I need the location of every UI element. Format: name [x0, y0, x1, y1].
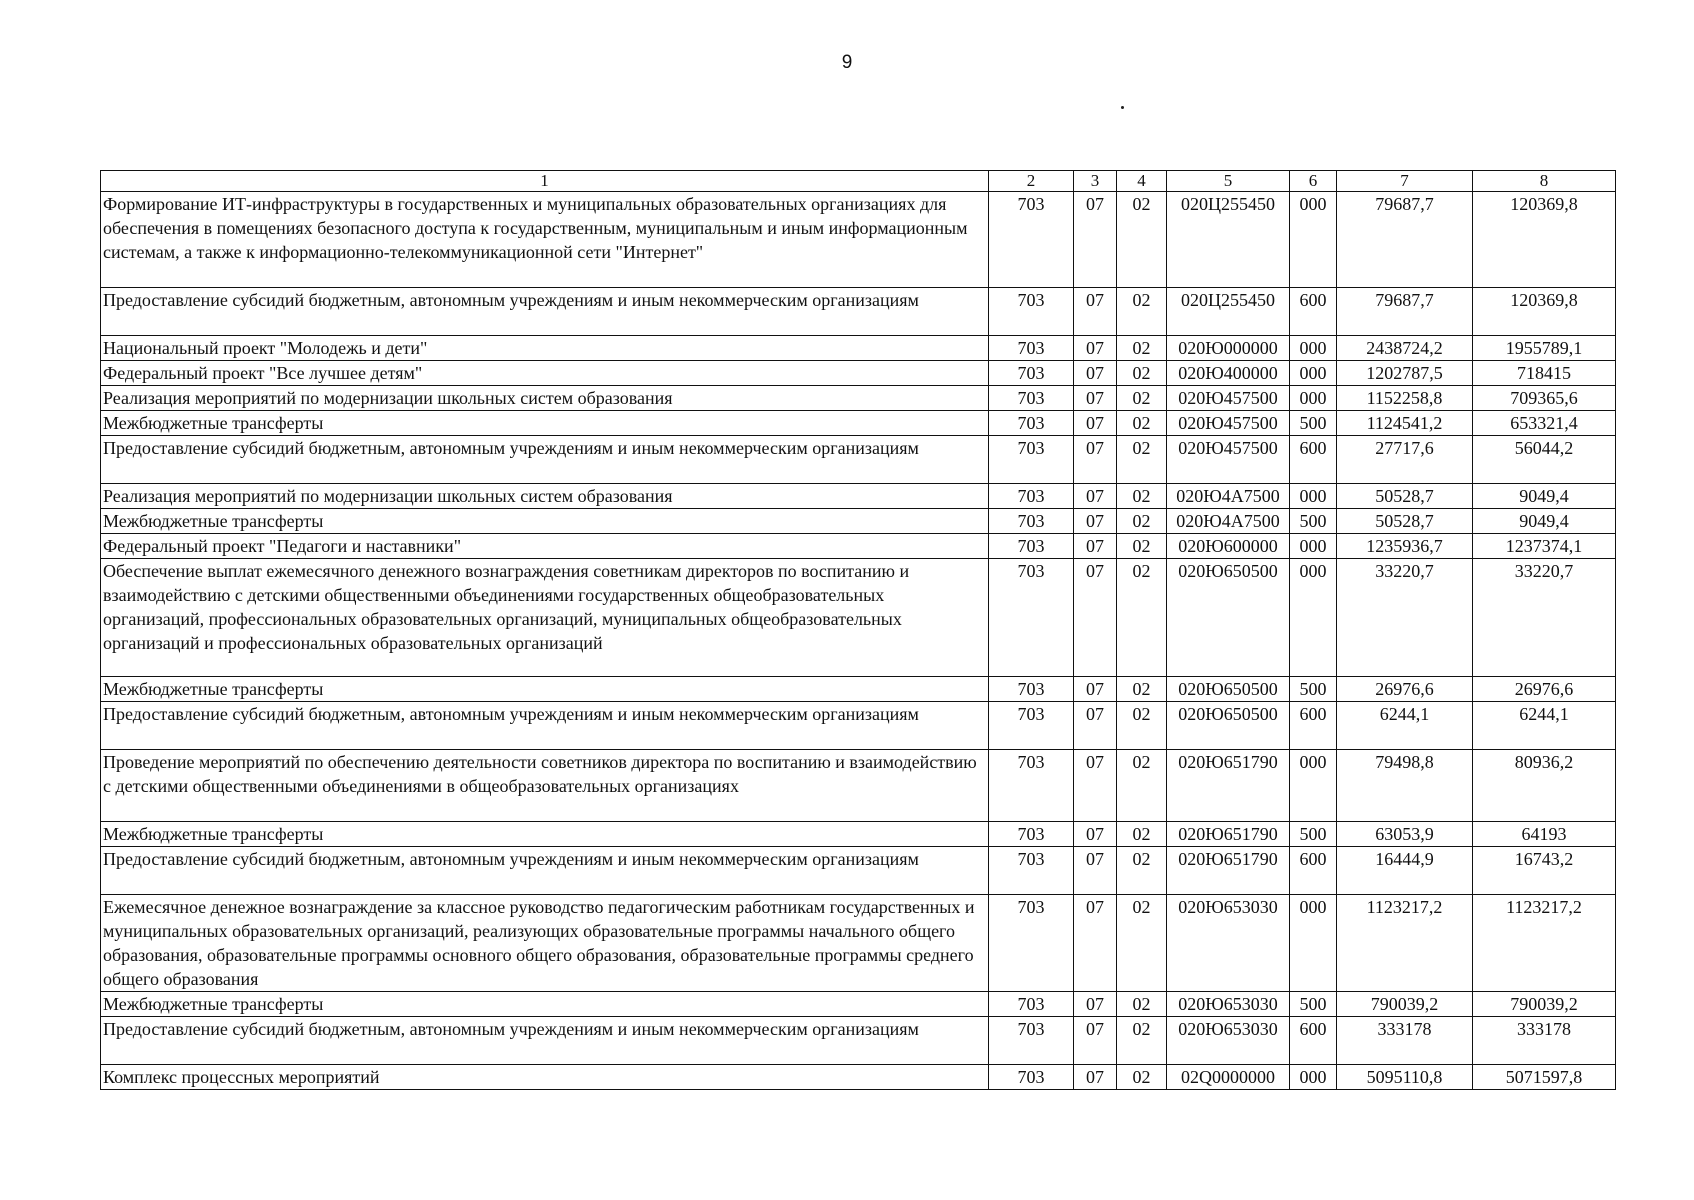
row-code-3: 07 [1074, 677, 1117, 702]
row-amount-7: 5095110,8 [1337, 1065, 1473, 1090]
row-code-2: 703 [989, 895, 1074, 992]
table-row [101, 702, 1616, 750]
row-amount-7: 1152258,8 [1337, 386, 1473, 411]
table-row [101, 534, 1616, 559]
row-code-4: 02 [1117, 847, 1167, 895]
table-row [101, 677, 1616, 702]
row-amount-7: 333178 [1337, 1017, 1473, 1065]
row-code-2: 703 [989, 702, 1074, 750]
row-code-4: 02 [1117, 288, 1167, 336]
row-expense-type: 500 [1290, 677, 1337, 702]
row-code-2: 703 [989, 1065, 1074, 1090]
row-code-4: 02 [1117, 822, 1167, 847]
row-expense-type: 600 [1290, 702, 1337, 750]
row-target-code: 020Ц255450 [1167, 192, 1290, 288]
table-row [101, 361, 1616, 386]
table-row [101, 336, 1616, 361]
header-cell: 6 [1290, 171, 1337, 192]
row-code-4: 02 [1117, 509, 1167, 534]
row-expense-type: 000 [1290, 1065, 1337, 1090]
row-code-2: 703 [989, 847, 1074, 895]
row-code-3: 07 [1074, 895, 1117, 992]
row-amount-7: 79498,8 [1337, 750, 1473, 822]
table-row [101, 559, 1616, 677]
header-row [101, 171, 1616, 192]
row-code-3: 07 [1074, 847, 1117, 895]
row-amount-7: 16444,9 [1337, 847, 1473, 895]
row-amount-7: 50528,7 [1337, 484, 1473, 509]
row-amount-8: 120369,8 [1473, 192, 1616, 288]
row-amount-8: 790039,2 [1473, 992, 1616, 1017]
row-target-code: 02Q0000000 [1167, 1065, 1290, 1090]
row-code-2: 703 [989, 750, 1074, 822]
header-cell: 7 [1337, 171, 1473, 192]
row-code-4: 02 [1117, 559, 1167, 677]
row-target-code: 020Ю651790 [1167, 847, 1290, 895]
row-expense-type: 000 [1290, 361, 1337, 386]
row-name: Предоставление субсидий бюджетным, автономным учреждениям и иным некоммерческим организациям [101, 847, 989, 895]
header-cell: 3 [1074, 171, 1117, 192]
row-expense-type: 500 [1290, 992, 1337, 1017]
row-name: Предоставление субсидий бюджетным, автономным учреждениям и иным некоммерческим организациям [101, 436, 989, 484]
row-code-4: 02 [1117, 484, 1167, 509]
row-amount-8: 80936,2 [1473, 750, 1616, 822]
row-code-4: 02 [1117, 192, 1167, 288]
row-expense-type: 600 [1290, 288, 1337, 336]
row-code-2: 703 [989, 559, 1074, 677]
table-row [101, 288, 1616, 336]
row-code-4: 02 [1117, 436, 1167, 484]
row-code-2: 703 [989, 386, 1074, 411]
row-name: Межбюджетные трансферты [101, 411, 989, 436]
row-expense-type: 000 [1290, 750, 1337, 822]
row-amount-7: 26976,6 [1337, 677, 1473, 702]
row-code-3: 07 [1074, 534, 1117, 559]
row-target-code: 020Ц255450 [1167, 288, 1290, 336]
row-expense-type: 600 [1290, 436, 1337, 484]
row-name: Проведение мероприятий по обеспечению деятельности советников директора по воспитанию и взаимодействию с детскими общественными объединениями в общеобразовательных организациях [101, 750, 989, 822]
row-code-3: 07 [1074, 1065, 1117, 1090]
row-expense-type: 500 [1290, 509, 1337, 534]
row-code-3: 07 [1074, 750, 1117, 822]
row-name: Предоставление субсидий бюджетным, автономным учреждениям и иным некоммерческим организациям [101, 702, 989, 750]
row-amount-7: 79687,7 [1337, 288, 1473, 336]
table-row [101, 509, 1616, 534]
row-amount-7: 27717,6 [1337, 436, 1473, 484]
row-amount-8: 709365,6 [1473, 386, 1616, 411]
row-amount-8: 9049,4 [1473, 509, 1616, 534]
row-code-3: 07 [1074, 336, 1117, 361]
row-amount-7: 2438724,2 [1337, 336, 1473, 361]
row-amount-8: 5071597,8 [1473, 1065, 1616, 1090]
row-amount-8: 56044,2 [1473, 436, 1616, 484]
row-amount-8: 6244,1 [1473, 702, 1616, 750]
row-code-3: 07 [1074, 484, 1117, 509]
row-code-4: 02 [1117, 1017, 1167, 1065]
table-row [101, 992, 1616, 1017]
table-row [101, 411, 1616, 436]
table-row [101, 1065, 1616, 1090]
row-target-code: 020Ю650500 [1167, 702, 1290, 750]
row-code-2: 703 [989, 288, 1074, 336]
row-name: Обеспечение выплат ежемесячного денежного вознаграждения советникам директоров по воспитанию и взаимодействию с детскими общественными объединениями государственных общеобразовательных организаций, профессиональных образовательных организаций, муниципальных общеобразовательных организаций и профессиональных образовательных организаций [101, 559, 989, 677]
table-body [101, 192, 1616, 1090]
row-code-2: 703 [989, 677, 1074, 702]
row-expense-type: 000 [1290, 895, 1337, 992]
table-row [101, 192, 1616, 288]
row-amount-8: 718415 [1473, 361, 1616, 386]
row-code-3: 07 [1074, 992, 1117, 1017]
row-code-4: 02 [1117, 411, 1167, 436]
row-code-2: 703 [989, 411, 1074, 436]
row-expense-type: 000 [1290, 484, 1337, 509]
row-amount-7: 33220,7 [1337, 559, 1473, 677]
header-cell: 1 [101, 171, 989, 192]
row-amount-8: 653321,4 [1473, 411, 1616, 436]
row-target-code: 020Ю650500 [1167, 559, 1290, 677]
table-row [101, 750, 1616, 822]
row-code-2: 703 [989, 436, 1074, 484]
row-target-code: 020Ю651790 [1167, 822, 1290, 847]
row-code-4: 02 [1117, 750, 1167, 822]
row-code-4: 02 [1117, 895, 1167, 992]
budget-table [100, 170, 1616, 1090]
row-amount-8: 120369,8 [1473, 288, 1616, 336]
row-amount-7: 6244,1 [1337, 702, 1473, 750]
row-amount-8: 64193 [1473, 822, 1616, 847]
row-amount-8: 33220,7 [1473, 559, 1616, 677]
row-amount-8: 333178 [1473, 1017, 1616, 1065]
row-target-code: 020Ю653030 [1167, 992, 1290, 1017]
row-code-3: 07 [1074, 559, 1117, 677]
header-cell: 4 [1117, 171, 1167, 192]
row-code-2: 703 [989, 361, 1074, 386]
row-amount-7: 790039,2 [1337, 992, 1473, 1017]
row-target-code: 020Ю000000 [1167, 336, 1290, 361]
row-name: Федеральный проект "Все лучшее детям" [101, 361, 989, 386]
row-target-code: 020Ю4А7500 [1167, 484, 1290, 509]
row-name: Национальный проект "Молодежь и дети" [101, 336, 989, 361]
row-amount-8: 1237374,1 [1473, 534, 1616, 559]
row-code-4: 02 [1117, 992, 1167, 1017]
row-name: Межбюджетные трансферты [101, 677, 989, 702]
table-row [101, 386, 1616, 411]
table-row [101, 484, 1616, 509]
row-name: Предоставление субсидий бюджетным, автономным учреждениям и иным некоммерческим организациям [101, 288, 989, 336]
row-code-2: 703 [989, 509, 1074, 534]
row-code-4: 02 [1117, 534, 1167, 559]
row-code-3: 07 [1074, 288, 1117, 336]
row-name: Реализация мероприятий по модернизации школьных систем образования [101, 484, 989, 509]
row-code-2: 703 [989, 336, 1074, 361]
row-target-code: 020Ю653030 [1167, 1017, 1290, 1065]
row-code-2: 703 [989, 822, 1074, 847]
row-expense-type: 000 [1290, 534, 1337, 559]
table-row [101, 1017, 1616, 1065]
row-expense-type: 600 [1290, 1017, 1337, 1065]
row-name: Межбюджетные трансферты [101, 509, 989, 534]
row-target-code: 020Ю4А7500 [1167, 509, 1290, 534]
row-name: Межбюджетные трансферты [101, 822, 989, 847]
row-amount-7: 1235936,7 [1337, 534, 1473, 559]
row-amount-8: 16743,2 [1473, 847, 1616, 895]
row-code-2: 703 [989, 192, 1074, 288]
row-code-3: 07 [1074, 386, 1117, 411]
row-code-3: 07 [1074, 822, 1117, 847]
row-expense-type: 500 [1290, 411, 1337, 436]
row-amount-7: 1124541,2 [1337, 411, 1473, 436]
row-expense-type: 000 [1290, 336, 1337, 361]
row-amount-7: 63053,9 [1337, 822, 1473, 847]
row-code-2: 703 [989, 534, 1074, 559]
row-code-3: 07 [1074, 436, 1117, 484]
table-row [101, 847, 1616, 895]
row-code-3: 07 [1074, 361, 1117, 386]
table-row [101, 895, 1616, 992]
row-target-code: 020Ю400000 [1167, 361, 1290, 386]
row-code-4: 02 [1117, 1065, 1167, 1090]
row-amount-7: 50528,7 [1337, 509, 1473, 534]
row-expense-type: 000 [1290, 192, 1337, 288]
row-target-code: 020Ю457500 [1167, 436, 1290, 484]
page-number: 9 [841, 52, 853, 73]
row-amount-7: 1123217,2 [1337, 895, 1473, 992]
table-row [101, 436, 1616, 484]
row-name: Предоставление субсидий бюджетным, автономным учреждениям и иным некоммерческим организациям [101, 1017, 989, 1065]
row-code-2: 703 [989, 992, 1074, 1017]
row-expense-type: 000 [1290, 559, 1337, 677]
row-code-3: 07 [1074, 411, 1117, 436]
row-code-4: 02 [1117, 702, 1167, 750]
row-amount-7: 79687,7 [1337, 192, 1473, 288]
row-code-4: 02 [1117, 361, 1167, 386]
row-amount-8: 1123217,2 [1473, 895, 1616, 992]
row-name: Межбюджетные трансферты [101, 992, 989, 1017]
row-target-code: 020Ю600000 [1167, 534, 1290, 559]
table-row [101, 822, 1616, 847]
row-code-2: 703 [989, 1017, 1074, 1065]
row-expense-type: 600 [1290, 847, 1337, 895]
row-name: Реализация мероприятий по модернизации школьных систем образования [101, 386, 989, 411]
row-code-3: 07 [1074, 702, 1117, 750]
row-code-4: 02 [1117, 336, 1167, 361]
row-amount-8: 9049,4 [1473, 484, 1616, 509]
row-target-code: 020Ю457500 [1167, 411, 1290, 436]
row-target-code: 020Ю651790 [1167, 750, 1290, 822]
row-amount-7: 1202787,5 [1337, 361, 1473, 386]
row-expense-type: 000 [1290, 386, 1337, 411]
row-code-4: 02 [1117, 386, 1167, 411]
row-name: Федеральный проект "Педагоги и наставники" [101, 534, 989, 559]
row-code-4: 02 [1117, 677, 1167, 702]
row-code-3: 07 [1074, 1017, 1117, 1065]
scan-speck [1121, 106, 1124, 109]
row-expense-type: 500 [1290, 822, 1337, 847]
row-target-code: 020Ю457500 [1167, 386, 1290, 411]
header-cell: 2 [989, 171, 1074, 192]
header-cell: 8 [1473, 171, 1616, 192]
row-code-2: 703 [989, 484, 1074, 509]
row-code-3: 07 [1074, 192, 1117, 288]
row-name: Комплекс процессных мероприятий [101, 1065, 989, 1090]
row-amount-8: 26976,6 [1473, 677, 1616, 702]
row-amount-8: 1955789,1 [1473, 336, 1616, 361]
row-code-3: 07 [1074, 509, 1117, 534]
row-name: Формирование ИТ-инфраструктуры в государственных и муниципальных образовательных организациях для обеспечения в помещениях безопасного доступа к государственным, муниципальным и иным информационным системам, а также к информационно-телекоммуникационной сети "Интернет" [101, 192, 989, 288]
header-cell: 5 [1167, 171, 1290, 192]
row-target-code: 020Ю650500 [1167, 677, 1290, 702]
row-target-code: 020Ю653030 [1167, 895, 1290, 992]
row-name: Ежемесячное денежное вознаграждение за классное руководство педагогическим работникам государственных и муниципальных образовательных организаций, реализующих образовательные программы начального общего образования, образовательные программы основного общего образования, образовательные программы среднего общего образования [101, 895, 989, 992]
